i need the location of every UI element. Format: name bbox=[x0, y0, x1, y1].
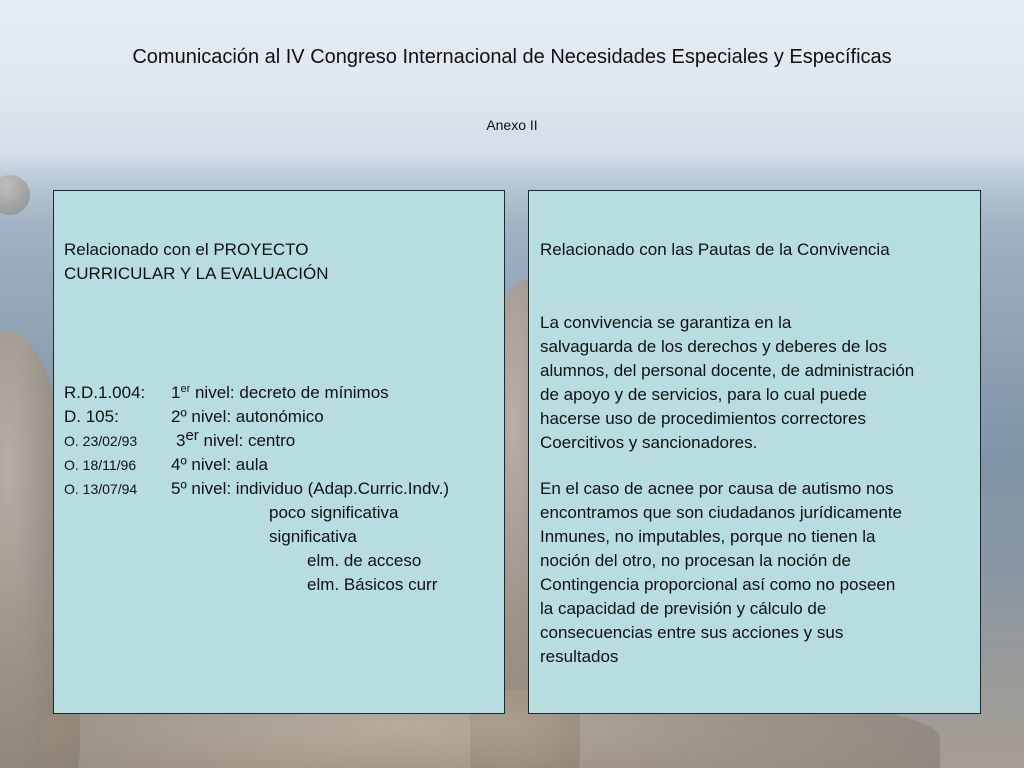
norm-level: 5º nivel: individuo (Adap.Curric.Indv.) bbox=[171, 479, 450, 498]
autismo-paragraph: En el caso de acnee por causa de autismo nos encontramos que son ciudadanos jurídicamente Inmunes, no imputables, porque no tienen la noción del otro, no procesan la noción de Contingencia proporcional así como no poseen la capacidad de previsión y cálculo de consecuencias entre sus acciones y sus resultados bbox=[540, 479, 902, 666]
norm-level: 3er nivel: centro bbox=[176, 427, 296, 450]
norm-code: D. 105: bbox=[64, 407, 119, 426]
right-panel-heading: Relacionado con las Pautas de la Convivencia bbox=[540, 240, 890, 259]
norm-level: 2º nivel: autonómico bbox=[171, 407, 324, 426]
adaptation-subitem: elm. de acceso bbox=[307, 551, 422, 570]
norm-row bbox=[64, 477, 504, 501]
norms-list bbox=[64, 381, 504, 501]
norm-level: 1er nivel: decreto de mínimos bbox=[171, 383, 389, 402]
norm-row bbox=[64, 381, 504, 405]
norm-row bbox=[64, 429, 504, 453]
background-islet bbox=[0, 175, 30, 215]
norm-row bbox=[64, 405, 504, 429]
left-panel-heading: Relacionado con el PROYECTO CURRICULAR Y LA EVALUACIÓN bbox=[64, 240, 329, 283]
right-panel bbox=[528, 190, 981, 714]
convivencia-paragraph: La convivencia se garantiza en la salvaguarda de los derechos y deberes de los alumnos, del personal docente, de administración de apoyo y de servicios, para lo cual puede hacerse uso de procedimientos correctores Coercitivos y sancionadores. bbox=[540, 313, 915, 452]
norm-code: O. 23/02/93 bbox=[64, 433, 138, 449]
norm-code: R.D.1.004: bbox=[64, 383, 146, 402]
adaptation-types-list bbox=[64, 501, 504, 597]
norm-row bbox=[64, 453, 504, 477]
norm-code: O. 18/11/96 bbox=[64, 457, 137, 473]
adaptation-item: significativa bbox=[269, 527, 357, 546]
adaptation-subitem: elm. Básicos curr bbox=[307, 575, 438, 594]
left-panel bbox=[53, 190, 505, 714]
slide-title: Comunicación al IV Congreso Internacional de Necesidades Especiales y Específicas bbox=[132, 46, 892, 68]
adaptation-item: poco significativa bbox=[269, 503, 399, 522]
slide-subtitle: Anexo II bbox=[486, 117, 538, 133]
norm-level: 4º nivel: aula bbox=[171, 455, 268, 474]
norm-code: O. 13/07/94 bbox=[64, 481, 138, 497]
